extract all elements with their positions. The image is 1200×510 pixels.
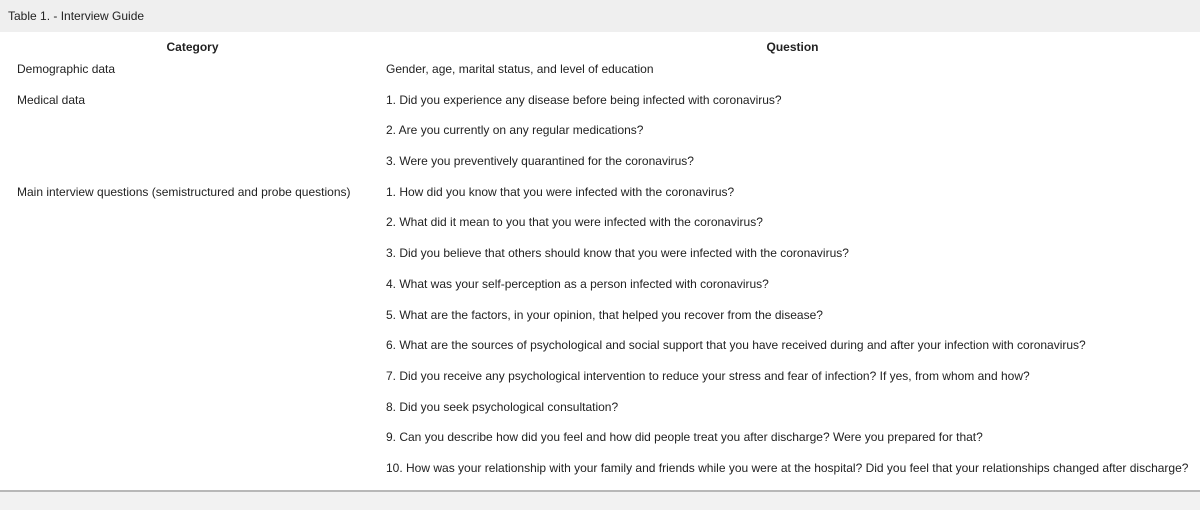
question-cell: Gender, age, marital status, and level of education bbox=[386, 62, 654, 76]
table-row bbox=[0, 122, 1200, 153]
table-row bbox=[0, 245, 1200, 276]
table-row bbox=[0, 460, 1200, 491]
table-row bbox=[0, 399, 1200, 430]
question-cell: 3. Did you believe that others should know that you were infected with the coronavirus? bbox=[386, 246, 849, 261]
category-cell: Main interview questions (semistructured and probe questions) bbox=[17, 184, 351, 199]
table-row bbox=[0, 184, 1200, 215]
question-cell: 4. What was your self-perception as a person infected with coronavirus? bbox=[386, 276, 769, 291]
question-cell: 1. Did you experience any disease before being infected with coronavirus? bbox=[386, 92, 782, 107]
category-cell bbox=[0, 153, 385, 184]
question-cell: 6. What are the sources of psychological and social support that you have received during and after your infection with coronavirus? bbox=[386, 338, 1086, 353]
footer-bar bbox=[0, 492, 1200, 510]
category-cell bbox=[0, 429, 385, 460]
question-cell: 10. How was your relationship with your family and friends while you were at the hospital? Did you feel that your relationships changed after discharge? bbox=[386, 460, 1189, 475]
category-cell: Demographic data bbox=[17, 62, 116, 76]
category-cell bbox=[0, 245, 385, 276]
question-cell: 2. What did it mean to you that you were infected with the coronavirus? bbox=[386, 215, 763, 230]
category-cell bbox=[0, 276, 385, 307]
question-cell: 8. Did you seek psychological consultation? bbox=[386, 399, 619, 414]
interview-guide-table bbox=[0, 32, 1200, 491]
table-row bbox=[0, 153, 1200, 184]
table-row bbox=[0, 92, 1200, 123]
question-cell: 9. Can you describe how did you feel and how did people treat you after discharge? Were you prepared for that? bbox=[386, 430, 983, 445]
category-cell bbox=[0, 214, 385, 245]
table-caption: Table 1. - Interview Guide bbox=[0, 0, 1200, 32]
category-cell bbox=[0, 399, 385, 430]
table-row bbox=[0, 429, 1200, 460]
category-cell bbox=[0, 460, 385, 491]
table-row bbox=[0, 307, 1200, 338]
header-category: Category bbox=[166, 40, 219, 54]
question-cell: 2. Are you currently on any regular medications? bbox=[386, 123, 644, 138]
question-cell: 3. Were you preventively quarantined for the coronavirus? bbox=[386, 154, 694, 169]
table-row bbox=[0, 368, 1200, 399]
category-cell bbox=[0, 337, 385, 368]
table-row bbox=[0, 337, 1200, 368]
category-cell: Medical data bbox=[17, 92, 86, 107]
category-cell bbox=[0, 368, 385, 399]
category-cell bbox=[0, 307, 385, 338]
table-header-row bbox=[0, 32, 1200, 61]
table-row bbox=[0, 276, 1200, 307]
table-row bbox=[0, 61, 1200, 92]
category-cell bbox=[0, 122, 385, 153]
table-row bbox=[0, 214, 1200, 245]
header-question: Question bbox=[766, 40, 819, 54]
question-cell: 7. Did you receive any psychological intervention to reduce your stress and fear of infection? If yes, from whom and how? bbox=[386, 368, 1030, 383]
question-cell: 5. What are the factors, in your opinion, that helped you recover from the disease? bbox=[386, 307, 823, 322]
question-cell: 1. How did you know that you were infected with the coronavirus? bbox=[386, 184, 735, 199]
table-body bbox=[0, 61, 1200, 491]
